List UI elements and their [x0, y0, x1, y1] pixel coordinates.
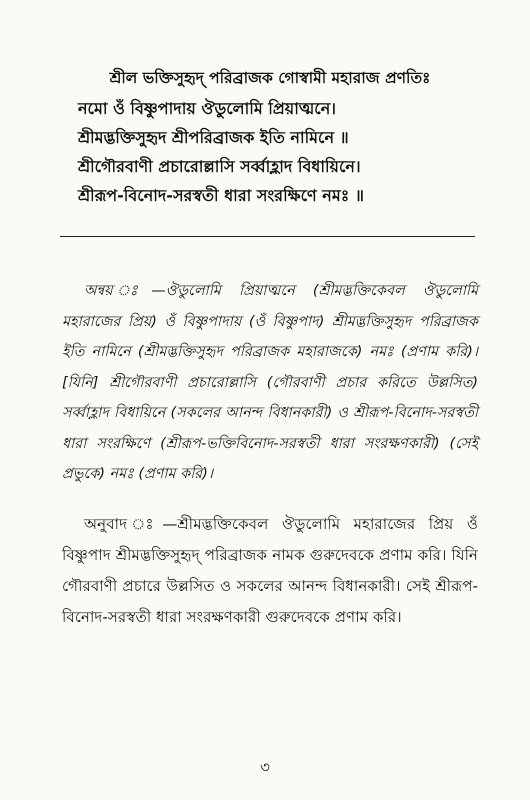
verse-line-1: নমো ওঁ বিষ্ণুপাদায় ঔডুলোমি প্রিয়াত্মনে।: [78, 99, 336, 118]
anvaya-paragraph: অন্বয় ঃ—ঔডুলোমি প্রিয়াত্মনে (শ্রীমদ্ভক্তিকেবল ঔডুলোমি মহারাজের প্রিয়) ওঁ বিষ্ণুপাদায় (ওঁ বিষ্ণুপাদ) শ্রীমদ্ভক্তিসুহৃদ পরিব্রাজক ইতি নামিনে (শ্রীমদ্ভক্তিসুহৃদ পরিব্রাজক মহারাজকে) নমঃ (প্রণাম করি)। [যিনি] শ্রীগৌরবাণী প্রচারোল্লাসি (গৌরবাণী প্রচার করিতে উল্লসিত) সর্ব্বাহ্লাদ বিধায়িনে (সকলের আনন্দ বিধানকারী) ও শ্রীরূপ-বিনোদ-সরস্বতী ধারা সংরক্ষিণে (শ্রীরূপ-ভক্তিবিনোদ-সরস্বতী ধারা সংরক্ষণকারী) (সেই প্রভুকে) নমঃ (প্রণাম করি)।: [62, 283, 478, 483]
page-number: ৩: [260, 758, 270, 776]
verse-line-4: শ্রীরূপ-বিনোদ-সরস্বতী ধারা সংরক্ষিণে নমঃ ॥: [78, 186, 364, 205]
pranati-heading: শ্রীল ভক্তিসুহৃদ্ পরিব্রাজক গোস্বামী মহারাজ প্রণতিঃ: [109, 69, 431, 87]
sanskrit-verse: [78, 94, 498, 210]
verse-line-3: শ্রীগৌরবাণী প্রচারোল্লাসি সর্ব্বাহ্লাদ বিধায়িনে।: [78, 157, 361, 176]
horizontal-divider: [60, 236, 475, 237]
verse-line-2: শ্রীমদ্ভক্তিসুহৃদ শ্রীপরিব্রাজক ইতি নামিনে ॥: [78, 128, 349, 147]
anuvad-paragraph: অনুবাদ ঃ—শ্রীমদ্ভক্তিকেবল ঔডুলোমি মহারাজের প্রিয় ওঁ বিষ্ণুপাদ শ্রীমদ্ভক্তিসুহৃদ্ পরিব্রাজক নামক গুরুদেবকে প্রণাম করি। যিনি গৌরবাণী প্রচারে উল্লসিত ও সকলের আনন্দ বিধানকারী। সেই শ্রীরূপ-বিনোদ-সরস্বতী ধারা সংরক্ষণকারী গুরুদেবকে প্রণাম করি।: [62, 515, 478, 627]
